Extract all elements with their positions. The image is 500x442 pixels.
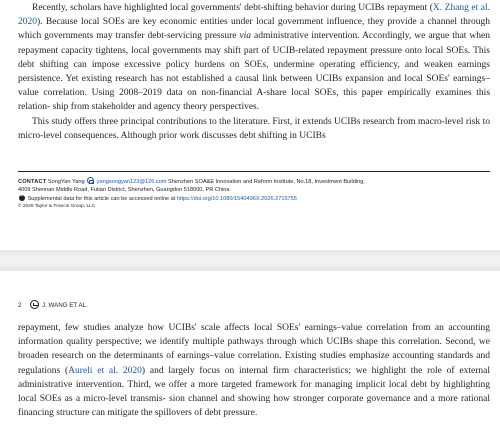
taylor-francis-logo-icon [30, 300, 39, 309]
page-number: 2 [18, 302, 22, 309]
affiliation-line-1: Shenzhen SOA&E Innovation and Reform Institute, No.18, Investment Building, [168, 179, 365, 185]
paragraph-contributions: This study offers three principal contributions to the literature. First, it extends UCIBs research from macro-level risk to micro-level consequences. Although prior work discusses debt shifting in UCIBs [18, 116, 490, 141]
paragraph-line: provide a channel through which governments may transfer debt-servicing pressure via administrative [18, 17, 491, 42]
page-2 [0, 271, 500, 442]
envelope-icon [87, 177, 94, 184]
running-head [18, 300, 88, 310]
page-gap [0, 250, 500, 271]
copyright-line: © 2026 Taylor & Francis Group, LLC [18, 204, 96, 210]
contact-name: SongYan Yang [47, 179, 85, 185]
affiliation-line-2: 4009 Shennan Middle Road, Futian District, Shenzhen, Guangdon 518000, PR China [18, 186, 230, 193]
supplemental-data-icon [19, 195, 25, 201]
page1-body-text [18, 1, 490, 143]
supplemental-text: Supplemental data for this article can be accessed online at [27, 195, 177, 202]
email-link[interactable]: yangsongyan123@126.com [96, 179, 167, 185]
running-head-authors: J. WANG ET AL. [42, 302, 88, 309]
citation-link-aureli[interactable]: Aureli et al. 2020 [68, 365, 142, 376]
paragraph-line: studies emphasize accounting standards and regulations (Aureli et al. 2020) and largely focus on internal [18, 351, 490, 376]
contact-line [18, 177, 490, 187]
citation-link[interactable]: X. Zhang et al. 2020 [18, 3, 491, 28]
supplemental-line [18, 195, 490, 204]
footnote-rule [18, 171, 490, 172]
italic-word: via [239, 31, 252, 42]
footnote-block [18, 177, 490, 211]
page2-body-text [18, 321, 490, 420]
doi-link[interactable]: https://doi.org/10.1080/1540496X.2026.2715755 [176, 195, 297, 202]
paragraph-continued: repayment, few studies analyze how UCIBs' scale affects local SOEs' earnings–value correlation from an accounting information quality perspective; we identify multiple pathways through which UCIBs shape this correlation. Second, we broaden research on the determinants of earnings–value correlation. Existing studies emphasize accounting standards and regulations (Aureli et al. 2020) and largely focus on internal firm characteristics; we highlight the role of external administrative intervention. Third, we offer a more targeted framework for managing implicit local debt by highlighting local SOEs as a micro-level transmis- sion channel and showing how stronger corporate governance and a more rational financing structure can mitigate the spillovers of debt pressure. [18, 323, 491, 419]
contact-label: CONTACT [18, 179, 47, 185]
paragraph-line: (X. Zhang et al. 2020). Because local SOEs are key economic entities under local government influence, they [18, 3, 491, 28]
paragraph-debt-shifting: Recently, scholars have highlighted local governments' debt-shifting behavior during UCIBs repayment (X. Zhang et al. 2020). Because local SOEs are key economic entities under local government influence, they provide a channel through which governments may transfer debt-servicing pressure via administrative intervention. Accordingly, we argue that when repayment capacity tightens, local governments may shift part of UCIB-related repayment pressure onto local SOEs. This debt shifting can impose excessive policy burdens on SOEs, undermine operating efficiency, and weaken earnings persistence. Yet existing research has not established a causal link between UCIBs expansion and local SOEs' earnings–value correlation. Using 2008–2019 data on non-financial A-share local SOEs, this paper empirically examines this relation- ship from stakeholder and agency theory perspectives. [18, 3, 491, 113]
